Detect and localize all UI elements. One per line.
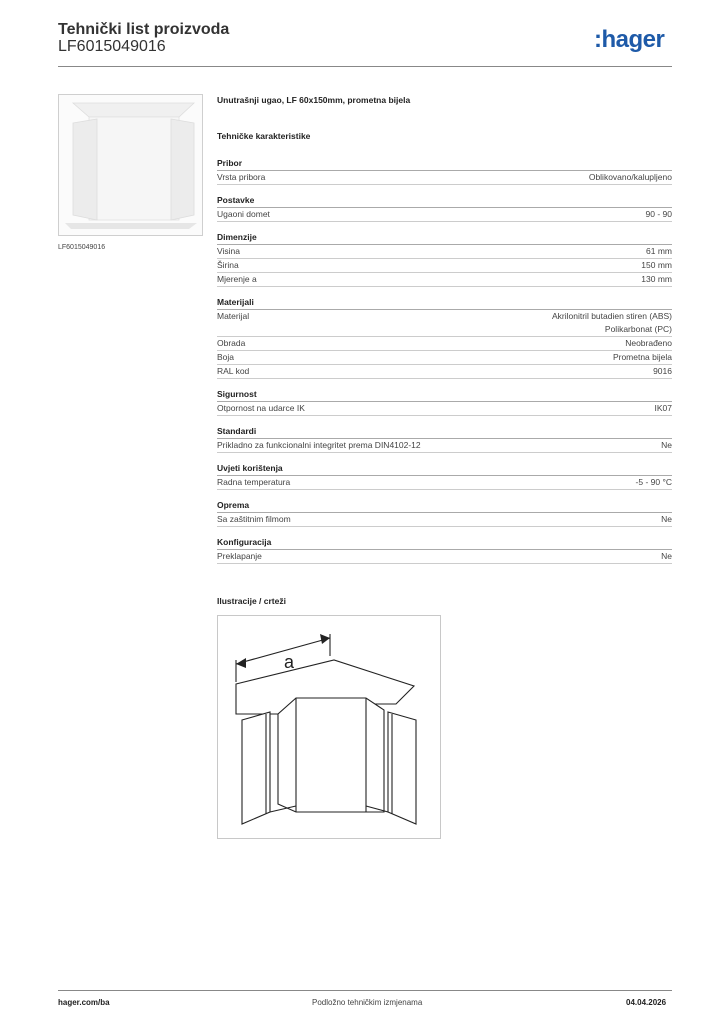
footer-website-link[interactable]: hager.com/ba: [58, 998, 110, 1007]
product-code-header: LF6015049016: [58, 38, 166, 55]
spec-value-line: 61 mm: [646, 246, 672, 256]
spec-value: [641, 259, 672, 272]
spec-label: Preklapanje: [217, 551, 262, 561]
spec-label: Obrada: [217, 338, 246, 348]
spec-value-line: Ne: [661, 551, 672, 561]
footer-disclaimer: Podložno tehničkim izmjenama: [312, 998, 423, 1007]
spec-section: [217, 425, 672, 453]
spec-value: [646, 208, 672, 221]
spec-value-line: IK07: [654, 403, 672, 413]
illustration-title: Ilustracije / crteži: [217, 596, 286, 606]
spec-value: [655, 402, 673, 415]
spec-section: [217, 462, 672, 490]
spec-value-line: Polikarbonat (PC): [604, 324, 672, 334]
section-title: Uvjeti korištenja: [217, 462, 672, 476]
spec-row: [217, 439, 672, 453]
product-photo: [58, 94, 203, 236]
spec-row: [217, 337, 672, 351]
spec-row: [217, 513, 672, 527]
spec-subtitle: Tehničke karakteristike: [217, 131, 311, 141]
illustration-drawing: [217, 615, 441, 839]
spec-label: RAL kod: [217, 366, 250, 376]
section-title: Dimenzije: [217, 231, 672, 245]
spec-value: [661, 550, 672, 563]
spec-row: [217, 208, 672, 222]
spec-value: [646, 245, 672, 258]
spec-value: [589, 171, 672, 184]
spec-value-line: 150 mm: [641, 260, 672, 270]
spec-section: [217, 157, 672, 185]
section-title: Materijali: [217, 296, 672, 310]
spec-label: Mjerenje a: [217, 274, 257, 284]
spec-value: [653, 365, 672, 378]
spec-row: [217, 171, 672, 185]
spec-row: [217, 550, 672, 564]
section-title: Konfiguracija: [217, 536, 672, 550]
spec-value: [661, 439, 672, 452]
spec-value-line: 130 mm: [641, 274, 672, 284]
hager-logo: :hager: [594, 26, 665, 53]
spec-value: [636, 476, 672, 489]
section-title: Sigurnost: [217, 388, 672, 402]
spec-value-line: Ne: [661, 440, 672, 450]
spec-label: Sa zaštitnim filmom: [217, 514, 291, 524]
spec-row: [217, 310, 672, 337]
product-title: Unutrašnji ugao, LF 60x150mm, prometna bijela: [217, 95, 411, 105]
footer-divider: [58, 990, 672, 991]
spec-label: Prikladno za funkcionalni integritet prema DIN4102-12: [217, 440, 421, 450]
spec-section: [217, 231, 672, 287]
spec-section: [217, 536, 672, 564]
spec-value: [552, 310, 672, 336]
section-title: Oprema: [217, 499, 672, 513]
spec-row: [217, 259, 672, 273]
spec-row: [217, 351, 672, 365]
spec-row: [217, 273, 672, 287]
spec-value: [625, 337, 672, 350]
spec-value-line: Neobrađeno: [625, 338, 672, 348]
spec-label: Širina: [217, 260, 239, 270]
footer-date: 04.04.2026: [626, 998, 667, 1007]
header-divider: [58, 66, 672, 67]
spec-value: [613, 351, 672, 364]
spec-label: Visina: [217, 246, 240, 256]
spec-row: [217, 476, 672, 490]
spec-value-line: 90 - 90: [645, 209, 672, 219]
spec-section: [217, 194, 672, 222]
photo-caption: LF6015049016: [58, 244, 106, 251]
dimension-label-a: a: [284, 652, 295, 672]
spec-label: Ugaoni domet: [217, 209, 270, 219]
spec-row: [217, 245, 672, 259]
spec-value-line: 9016: [653, 366, 672, 376]
spec-value-line: Ne: [661, 514, 672, 524]
page-title: Tehnički list proizvoda: [58, 21, 230, 38]
spec-value-line: -5 - 90 °C: [635, 477, 672, 487]
spec-row: [217, 365, 672, 379]
spec-label: Boja: [217, 352, 235, 362]
spec-label: Vrsta pribora: [217, 172, 266, 182]
spec-section: [217, 388, 672, 416]
spec-value-line: Akrilonitril butadien stiren (ABS): [552, 311, 672, 321]
spec-section: [217, 499, 672, 527]
spec-value-line: Prometna bijela: [612, 352, 672, 362]
section-title: Pribor: [217, 157, 672, 171]
spec-value-line: Oblikovano/kalupljeno: [588, 172, 672, 182]
spec-row: [217, 402, 672, 416]
section-title: Postavke: [217, 194, 672, 208]
spec-label: Materijal: [217, 311, 250, 321]
spec-section: [217, 296, 672, 379]
spec-value: [641, 273, 672, 286]
spec-value: [661, 513, 672, 526]
section-title: Standardi: [217, 425, 672, 439]
spec-label: Radna temperatura: [217, 477, 291, 487]
spec-column: [217, 95, 672, 573]
spec-label: Otpornost na udarce IK: [217, 403, 305, 413]
